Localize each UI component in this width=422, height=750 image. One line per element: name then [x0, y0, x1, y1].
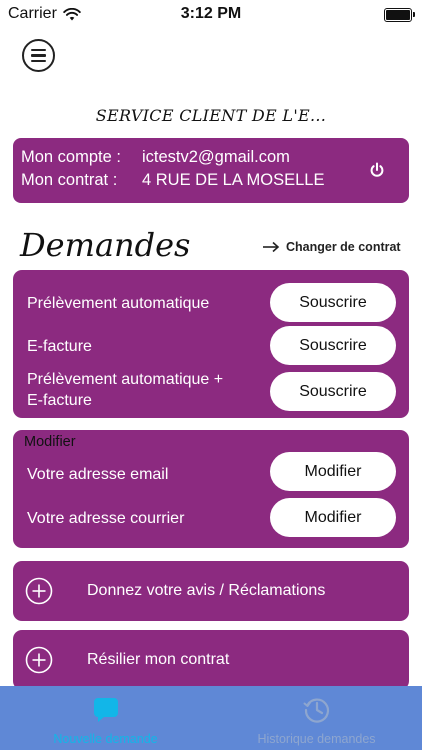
subscribe-button[interactable]: Souscrire [270, 326, 396, 365]
tab-new-request[interactable] [0, 686, 211, 750]
hamburger-icon-bar [31, 49, 46, 52]
tab-label: Historique demandes [257, 732, 376, 746]
history-clock-icon [302, 695, 332, 725]
subscription-label-line2: E-facture [27, 392, 92, 409]
subscription-label: Prélèvement automatique + [27, 371, 224, 388]
terminate-contract-button[interactable] [13, 630, 409, 690]
chat-bubble-icon [91, 695, 121, 725]
modify-card [13, 430, 409, 548]
hamburger-icon-bar [31, 60, 46, 63]
plus-circle-icon [25, 577, 53, 605]
subscribe-button[interactable]: Souscrire [270, 372, 396, 411]
contract-row [21, 171, 325, 190]
hamburger-icon-bar [31, 54, 46, 57]
carrier-label: Carrier [8, 5, 57, 22]
status-bar [0, 0, 422, 30]
tab-label: Nouvelle demande [53, 732, 158, 746]
contract-value: 4 RUE DE LA MOSELLE [142, 171, 325, 189]
feedback-complaints-button[interactable] [13, 561, 409, 621]
subscription-card [13, 270, 409, 418]
subscription-label: E-facture [27, 338, 92, 355]
battery-icon [384, 8, 412, 22]
plus-circle-icon [25, 646, 53, 674]
modify-email-button[interactable]: Modifier [270, 452, 396, 491]
logout-power-icon[interactable] [369, 162, 385, 178]
menu-button[interactable] [22, 39, 55, 72]
account-value: ictestv2@gmail.com [142, 148, 290, 166]
subscription-label: Prélèvement automatique [27, 295, 210, 312]
account-row [21, 148, 290, 167]
tab-request-history[interactable] [211, 686, 422, 750]
modify-header: Modifier [24, 434, 76, 450]
modify-label: Votre adresse email [27, 466, 169, 483]
account-card [13, 138, 409, 203]
tab-bar [0, 686, 422, 750]
modify-label: Votre adresse courrier [27, 510, 185, 527]
change-contract-label: Changer de contrat [286, 240, 401, 254]
arrow-right-icon [262, 241, 280, 253]
service-title: SERVICE CLIENT DE L'E... [95, 106, 327, 125]
change-contract-link[interactable] [262, 240, 401, 254]
modify-address-button[interactable]: Modifier [270, 498, 396, 537]
subscribe-button[interactable]: Souscrire [270, 283, 396, 322]
action-label: Résilier mon contrat [87, 651, 230, 668]
status-time: 3:12 PM [180, 5, 242, 22]
contract-label: Mon contrat : [21, 171, 118, 189]
demandes-title: Demandes [20, 226, 191, 264]
account-label: Mon compte : [21, 148, 121, 166]
action-label: Donnez votre avis / Réclamations [87, 582, 326, 599]
